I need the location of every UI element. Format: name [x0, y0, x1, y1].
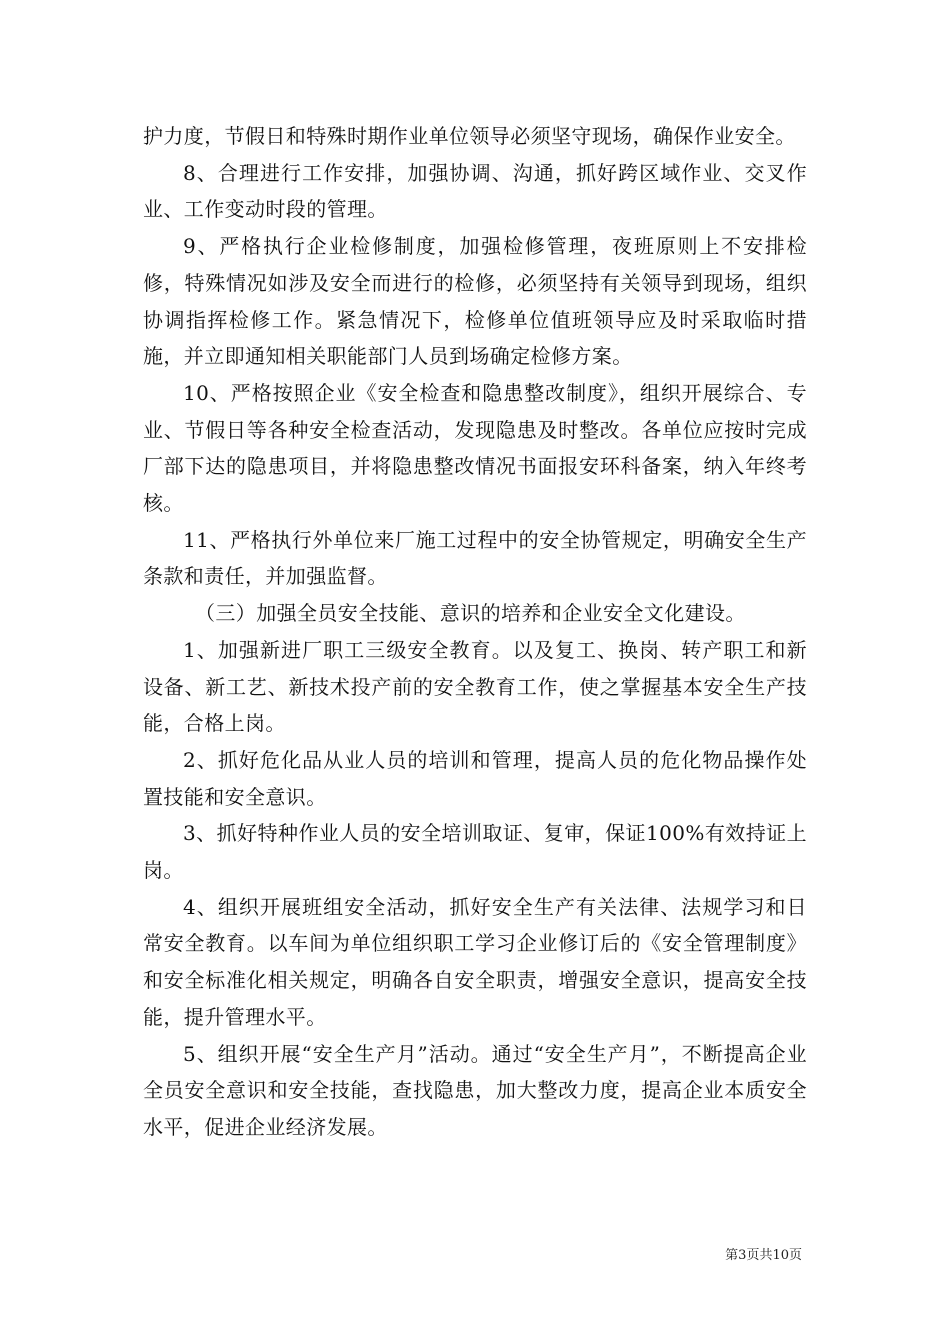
- page-number-footer: 第3页共10页: [725, 1248, 802, 1263]
- paragraph-item-3: 3、抓好特种作业人员的安全培训取证、复审，保证100%有效持证上岗。: [143, 821, 807, 883]
- paragraph-item-10: 10、严格按照企业《安全检查和隐患整改制度》，组织开展综合、专业、节假日等各种安全检查活动，发现隐患及时整改。各单位应按时完成厂部下达的隐患项目，并将隐患整改情况书面报安环科备案，纳入年终考核。: [143, 380, 807, 516]
- paragraph-item-5: 5、组织开展“安全生产月”活动。通过“安全生产月”，不断提高企业全员安全意识和安全技能，查找隐患，加大整改力度，提高企业本质安全水平，促进企业经济发展。: [143, 1041, 807, 1139]
- paragraph-item-11: 11、严格执行外单位来厂施工过程中的安全协管规定，明确安全生产条款和责任，并加强监督。: [143, 527, 807, 589]
- paragraph-continuation: 护力度，节假日和特殊时期作业单位领导必须坚守现场，确保作业安全。: [143, 124, 796, 148]
- paragraph-item-9: 9、严格执行企业检修制度，加强检修管理，夜班原则上不安排检修，特殊情况如涉及安全而进行的检修，必须坚持有关领导到现场，组织协调指挥检修工作。紧急情况下，检修单位值班领导应及时采取临时措施，并立即通知相关职能部门人员到场确定检修方案。: [143, 234, 807, 369]
- paragraph-item-2: 2、抓好危化品从业人员的培训和管理，提高人员的危化物品操作处置技能和安全意识。: [143, 747, 807, 809]
- paragraph-item-8: 8、合理进行工作安排，加强协调、沟通，抓好跨区域作业、交叉作业、工作变动时段的管理。: [143, 160, 807, 222]
- section-heading-3: （三）加强全员安全技能、意识的培养和企业安全文化建设。: [195, 601, 746, 626]
- document-body: [143, 118, 807, 1146]
- paragraph-item-4: 4、组织开展班组安全活动，抓好安全生产有关法律、法规学习和日常安全教育。以车间为单位组织职工学习企业修订后的《安全管理制度》和安全标准化相关规定，明确各自安全职责，增强安全意识，提高安全技能，提升管理水平。: [143, 894, 807, 1029]
- paragraph-item-1: 1、加强新进厂职工三级安全教育。以及复工、换岗、转产职工和新设备、新工艺、新技术投产前的安全教育工作，使之掌握基本安全生产技能，合格上岗。: [143, 637, 807, 736]
